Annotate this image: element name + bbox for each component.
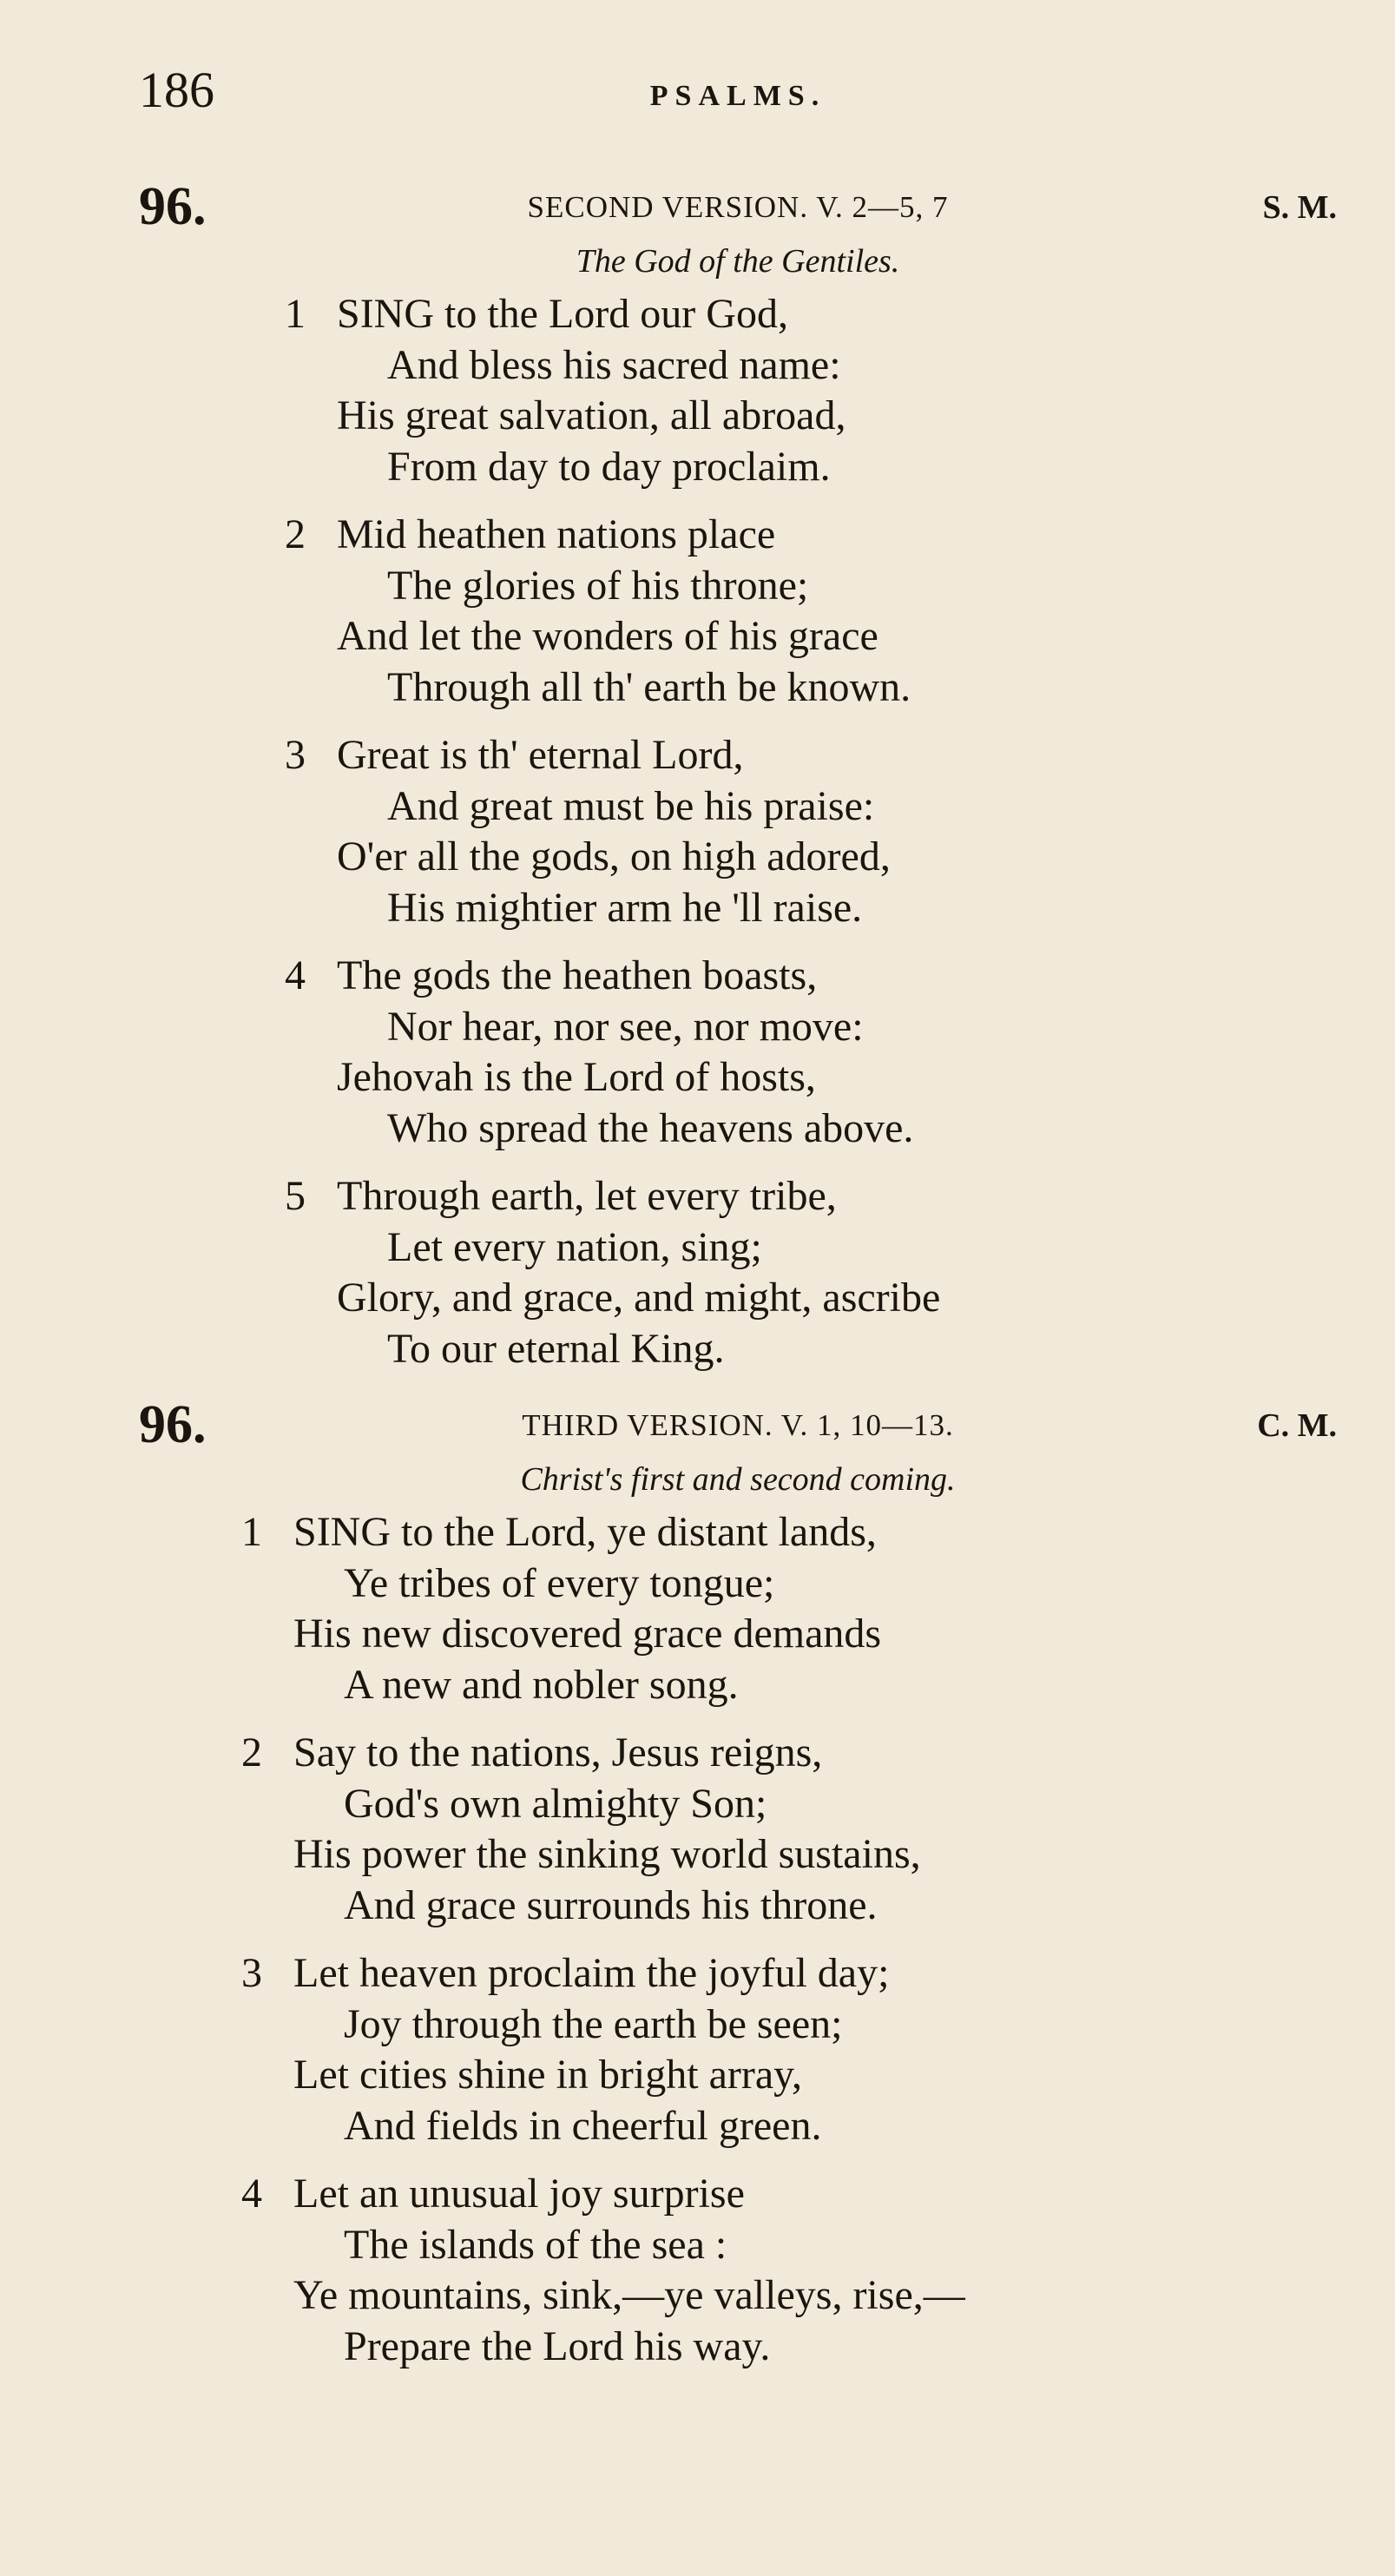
verse-line: Great is th' eternal Lord, <box>337 732 744 778</box>
version-title: THIRD VERSION. V. 1, 10—13. <box>522 1408 954 1442</box>
stanza <box>139 1728 1337 1931</box>
verse-line: Mid heathen nations place <box>337 511 776 557</box>
hymn-second-version <box>139 178 1337 1392</box>
stanza-number: 2 <box>285 511 306 557</box>
hymn-subtitle: Christ's first and second coming. <box>520 1461 956 1498</box>
verse-line: His new discovered grace demands <box>293 1611 882 1657</box>
hymn-third-version <box>139 1396 1337 2389</box>
verse-line: The gods the heathen boasts, <box>337 952 818 998</box>
stanza <box>139 730 1337 933</box>
verse-line: His great salvation, all abroad, <box>337 392 846 438</box>
stanza-number: 4 <box>285 952 306 998</box>
verse-line: Glory, and grace, and might, ascribe <box>337 1275 941 1321</box>
verse-line: The islands of the sea : <box>344 2221 727 2268</box>
stanza-number: 4 <box>241 2171 262 2217</box>
stanza-number: 5 <box>285 1173 306 1219</box>
verse-line: And fields in cheerful green. <box>344 2102 822 2149</box>
verse-line: Joy through the earth be seen; <box>344 2000 843 2047</box>
hymn-number: 96. <box>139 177 207 236</box>
verse-line: Let every nation, sing; <box>387 1223 762 1270</box>
stanza <box>139 2169 1337 2372</box>
version-title: SECOND VERSION. V. 2—5, 7 <box>527 190 949 224</box>
verse-line: And bless his sacred name: <box>387 341 841 388</box>
verse-line: And great must be his praise: <box>387 782 875 829</box>
verse-line: His mightier arm he 'll raise. <box>387 884 863 931</box>
stanza <box>139 289 1337 492</box>
verse-line: His power the sinking world sustains, <box>293 1831 921 1877</box>
verse-line: And grace surrounds his throne. <box>344 1881 878 1928</box>
verse-line: O'er all the gods, on high adored, <box>337 833 891 880</box>
meter-label: S. M. <box>1262 189 1337 226</box>
running-head <box>139 61 1337 130</box>
stanza-number: 3 <box>241 1950 262 1996</box>
verse-line: God's own almighty Son; <box>344 1780 767 1827</box>
stanza-number: 3 <box>285 732 306 778</box>
running-title: PSALMS. <box>649 80 826 112</box>
verse-line: Through all th' earth be known. <box>387 663 911 710</box>
verse-line: Who spread the heavens above. <box>387 1104 914 1151</box>
hymn-number: 96. <box>139 1395 207 1454</box>
verse-line: Jehovah is the Lord of hosts, <box>337 1054 816 1100</box>
stanza-number: 2 <box>241 1729 262 1776</box>
stanza <box>139 1948 1337 2151</box>
meter-label: C. M. <box>1257 1407 1337 1444</box>
verse-line: A new and nobler song. <box>344 1661 739 1708</box>
page-number: 186 <box>139 62 214 118</box>
verse-line: Let heaven proclaim the joyful day; <box>293 1950 890 1996</box>
stanza-number: 1 <box>241 1509 262 1555</box>
verse-line: SING to the Lord, ye distant lands, <box>293 1509 877 1555</box>
hymn-header <box>139 1396 1337 1457</box>
verse-line: The glories of his throne; <box>387 562 809 609</box>
hymn-header <box>139 178 1337 239</box>
verse-line: Prepare the Lord his way. <box>344 2322 771 2369</box>
hymn-subtitle: The God of the Gentiles. <box>576 243 900 280</box>
verse-line: Let cities shine in bright array, <box>293 2052 803 2098</box>
verse-line: Let an unusual joy surprise <box>293 2171 745 2217</box>
stanza <box>139 1171 1337 1374</box>
stanza <box>139 1507 1337 1710</box>
stanza <box>139 510 1337 713</box>
verse-line: Nor hear, nor see, nor move: <box>387 1003 864 1050</box>
verse-line: Say to the nations, Jesus reigns, <box>293 1729 823 1776</box>
verse-line: SING to the Lord our God, <box>337 291 788 337</box>
verse-line: Ye tribes of every tongue; <box>344 1559 775 1606</box>
verse-line: To our eternal King. <box>387 1325 725 1372</box>
verse-line: And let the wonders of his grace <box>337 613 878 659</box>
verse-line: Through earth, let every tribe, <box>337 1173 837 1219</box>
verse-line: From day to day proclaim. <box>387 443 831 490</box>
stanza-number: 1 <box>285 291 306 337</box>
stanza <box>139 951 1337 1154</box>
verse-line: Ye mountains, sink,—ye valleys, rise,— <box>293 2272 965 2318</box>
